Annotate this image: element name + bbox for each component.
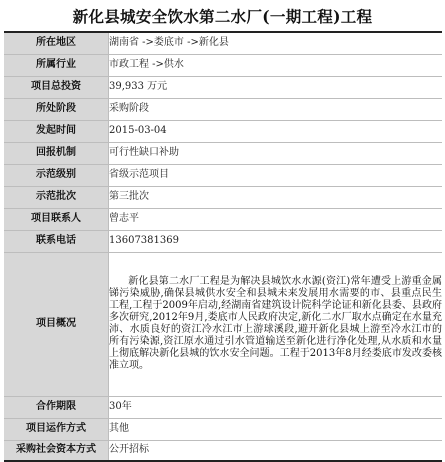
row-value: 30年 — [109, 396, 443, 418]
row-value: 新化县第二水厂工程是为解决县城饮水水源(资江)常年遭受上游重金属锑污染威胁,确保县城供水安全和县城未来发展用水需要的市、县重点民生工程,工程于2009年启动,经湖南省建筑设计院科学论证和新化县委、县政府多次研究,2012年9月,娄底市人民政府决定,新化二水厂取水点确定在水量充沛、水质良好的资江冷水江市上游球溪段,避开新化县城上游至冷水江市的所有污染源,资江原水通过引水管道输送至新化进行净化处理,从水质和水量上彻底解决新化县城的饮水安全问题。工程于2013年8月经娄底市发改委核准立项。 — [109, 276, 442, 371]
project-overview-text — [109, 252, 443, 396]
row-label: 项目运作方式 — [4, 418, 109, 440]
row-label: 项目总投资 — [4, 76, 109, 98]
row-value: 可行性缺口补助 — [109, 142, 443, 164]
table-row — [4, 396, 442, 418]
row-label: 项目概况 — [4, 252, 109, 396]
table-row — [4, 142, 442, 164]
project-info-table — [4, 31, 442, 462]
table-row — [4, 208, 442, 230]
table-row — [4, 54, 442, 76]
table-row — [4, 76, 442, 98]
page-title: 新化县城安全饮水第二水厂(一期工程)工程 — [72, 6, 373, 26]
row-label: 回报机制 — [4, 142, 109, 164]
row-value: 市政工程 ->供水 — [109, 54, 443, 76]
table-row — [4, 164, 442, 186]
row-label: 示范级别 — [4, 164, 109, 186]
row-label: 所在地区 — [4, 32, 109, 54]
table-row — [4, 32, 442, 54]
row-value: 曾志平 — [109, 208, 443, 230]
table-row — [4, 252, 442, 396]
row-value: 13607381369 — [109, 230, 443, 252]
row-value: 其他 — [109, 418, 443, 440]
row-label: 示范批次 — [4, 186, 109, 208]
row-label: 合作期限 — [4, 396, 109, 418]
table-row — [4, 120, 442, 142]
row-value: 采购阶段 — [109, 98, 443, 120]
row-label: 联系电话 — [4, 230, 109, 252]
table-row — [4, 440, 442, 461]
row-label: 采购社会资本方式 — [4, 440, 109, 461]
row-label: 发起时间 — [4, 120, 109, 142]
table-row — [4, 98, 442, 120]
row-value: 湖南省 ->娄底市 ->新化县 — [109, 32, 443, 54]
row-value: 省级示范项目 — [109, 164, 443, 186]
row-label: 所处阶段 — [4, 98, 109, 120]
row-value: 2015-03-04 — [109, 120, 443, 142]
table-row — [4, 418, 442, 440]
row-value: 公开招标 — [109, 440, 443, 461]
row-value: 第三批次 — [109, 186, 443, 208]
row-value: 39,933 万元 — [109, 76, 443, 98]
row-label: 项目联系人 — [4, 208, 109, 230]
table-row — [4, 186, 442, 208]
row-label: 所属行业 — [4, 54, 109, 76]
table-row — [4, 230, 442, 252]
